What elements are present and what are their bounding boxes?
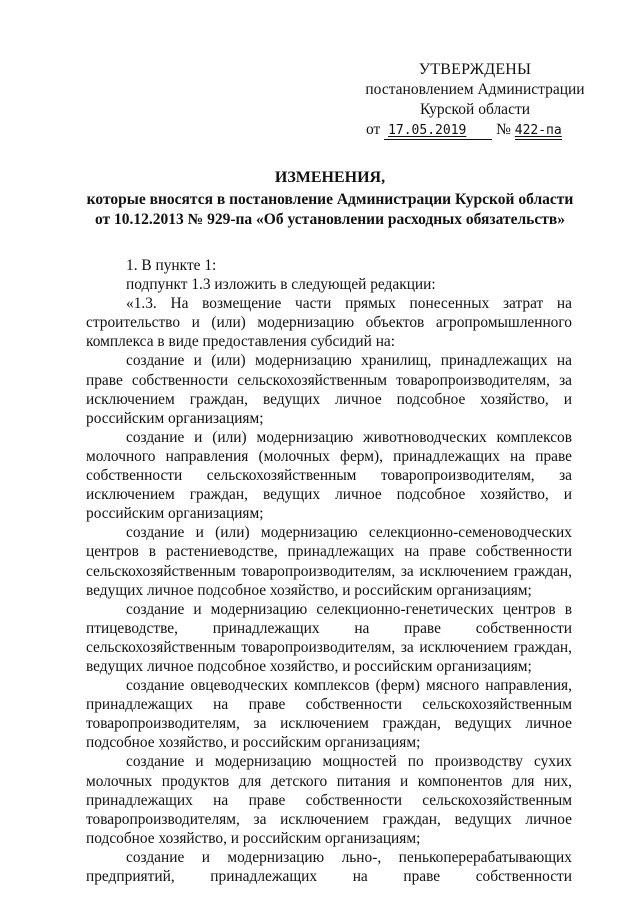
number-prefix: № [496,121,511,138]
date-prefix: от [366,121,381,138]
document-subtitle-line-2: от 10.12.2013 № 929-па «Об установлении расходных обязательств» [94,211,565,228]
body-paragraph: создание и модернизацию селекционно-генетических центров в птицеводстве, принадлежащих на праве собственности сельскохозяйственным товаропроизводителям, за исключением граждан, ведущих личное подсобное хозяйство, и российским организациям; [86,600,572,675]
body-paragraph: создание и модернизацию льно-, пенькоперерабатывающих предприятий, принадлежащих на праве собственности [86,848,572,885]
body-paragraph: создание и (или) модернизацию селекционно-семеноводческих центров в растениеводстве, принадлежащих на праве собственности сельскохозяйственным товаропроизводителям, за исключением граждан, ведущих личное подсобное хозяйство, и российским организациям; [86,524,572,599]
body-paragraph: 1. В пункте 1: [126,257,217,274]
document-title: ИЗМЕНЕНИЯ, [274,169,386,186]
document-body [86,256,572,886]
body-paragraph: подпункт 1.3 изложить в следующей редакции: [126,276,436,294]
approval-number: 422-па [514,123,562,138]
body-paragraph: «1.3. На возмещение части прямых понесенных затрат на строительство и (или) модернизацию объектов агропромышленного комплекса в виде предоставления субсидий на: [86,295,572,351]
approval-line-2: Курской области [419,101,531,118]
body-paragraph: создание овцеводческих комплексов (ферм) мясного направления, принадлежащих на праве собственности сельскохозяйственным товаропроизводителям, за исключением граждан, ведущих личное подсобное хозяйство, и российским организациям; [86,677,572,752]
document-heading [80,168,580,230]
approval-block [360,60,590,140]
date-field [384,122,492,140]
body-paragraph: создание и модернизацию мощностей по производству сухих молочных продуктов для детского питания и компонентов для них, принадлежащих на праве собственности сельскохозяйственным товаропроизводителям, за исключением граждан, ведущих личное подсобное хозяйство, и российским организациям; [86,753,572,847]
document-subtitle-line-1: которые вносятся в постановление Администрации Курской области [86,191,574,208]
body-paragraph: создание и (или) модернизацию животноводческих комплексов молочного направления (молочных ферм), принадлежащих на праве собственности сельскохозяйственным товаропроизводителям, за исключением граждан, ведущих личное подсобное хозяйство, и российским организациям; [86,428,572,523]
number-field [515,122,562,140]
approval-date: 17.05.2019 [388,123,467,138]
approval-line-1: постановлением Администрации [365,81,585,98]
approval-date-line [366,120,590,140]
approval-heading: УТВЕРЖДЕНЫ [418,61,532,78]
body-paragraph: создание и (или) модернизацию хранилищ, принадлежащих на праве собственности сельскохозяйственным товаропроизводителям, за исключением граждан, ведущих личное подсобное хозяйство, и российским организациям; [86,352,572,427]
